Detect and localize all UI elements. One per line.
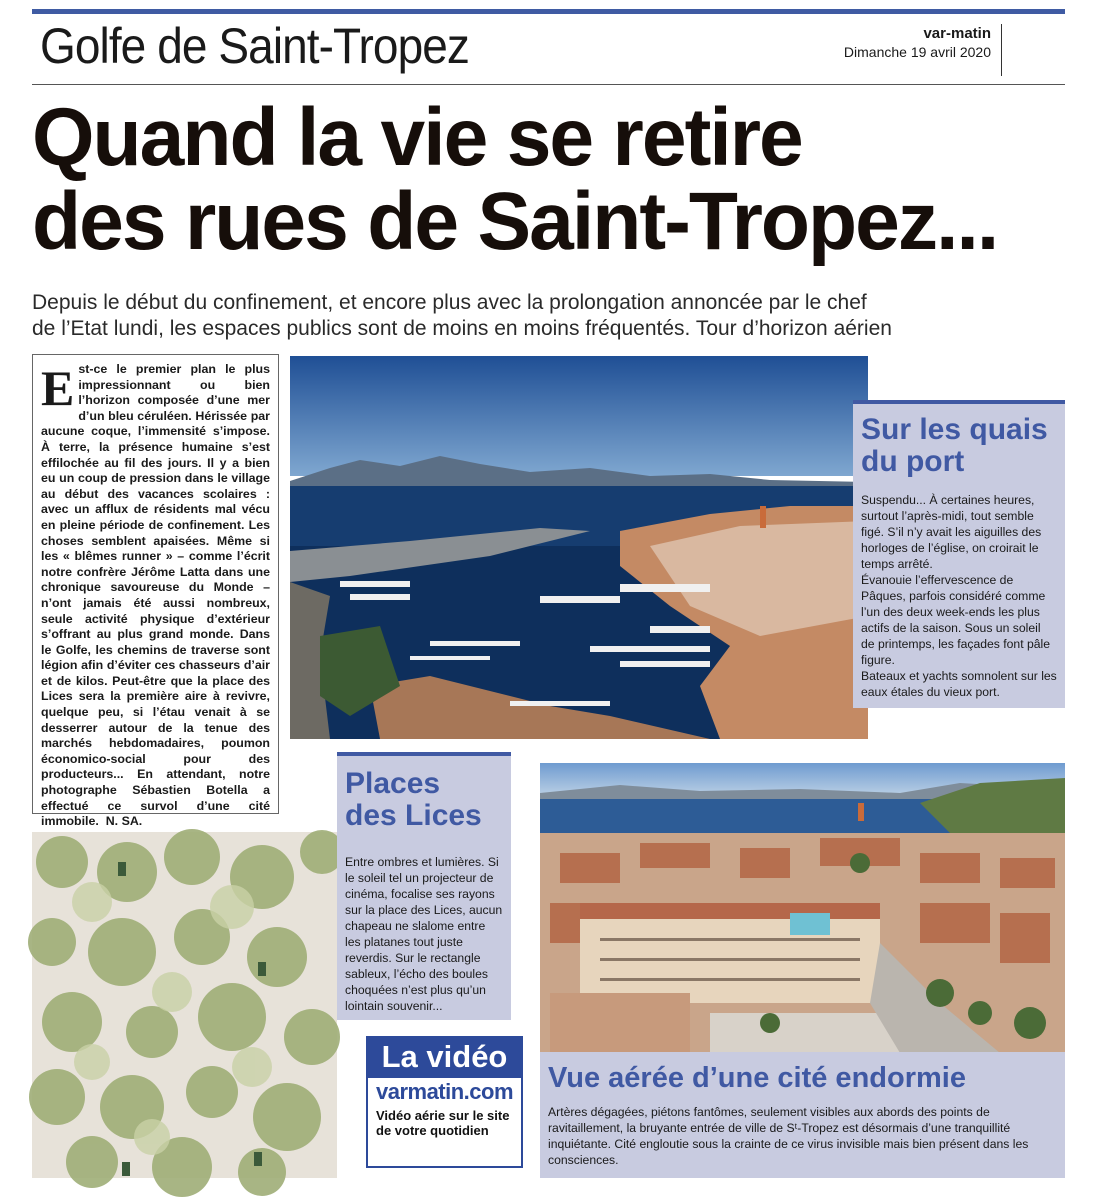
section-title: Golfe de Saint-Tropez	[40, 18, 469, 74]
video-promo[interactable]	[366, 1036, 523, 1168]
paper-name: var-matin	[923, 25, 991, 42]
top-color-bar	[32, 9, 1065, 14]
port-box-title: Sur les quais du port	[861, 413, 1048, 478]
video-heading: La vidéo	[368, 1038, 521, 1078]
vue-box-title: Vue aérée d’une cité endormie	[548, 1062, 966, 1094]
lices-box-title: Places des Lices	[345, 767, 482, 832]
video-text: Vidéo aérie sur le site de votre quotidien	[376, 1108, 510, 1138]
lead-article	[32, 354, 279, 829]
headline	[32, 92, 998, 267]
deck-line-1: Depuis le début du confinement, et encore plus avec la prolongation annoncée par le chef	[32, 291, 867, 314]
masthead	[844, 24, 1002, 76]
lead-text: st-ce le premier plan le plus impressionnant ou bien l’horizon composée d’une mer d’un bleu céruléen. Hérissée par aucune coque, l’immensité s’impose. À terre, la présence humaine s’est effilochée au fil des jours. Il y a bien eu un coup de pression dans le village au début des vacances scolaires : avec un afflux de résidents mal vécu en pleine période de confinement. Les choses semblent apaisées. Même si les « blêmes runner » – comme l’écrit notre confrère Jérôme Latta dans une chronique savoureuse du Monde – n’ont jamais été aussi nombreux, seule activité physique d’extérieur s’offrant au plus grand monde. Dans le Golfe, les chemins de traverse sont légion afin d’éviter ces chasseurs d’air et de kilos. Peut-être que la place des Lices sera la première aire à revivre, quelque peu, si l’étau venait à se desserrer autour de la tenue des marchés hebdomadaires, poumon économico-social pour des producteurs... En attendant, notre photographe Sébastien Botella a effectué ce survol d’une cité immobile.	[41, 362, 270, 829]
deck	[32, 290, 1072, 342]
harbour-photo	[290, 356, 868, 739]
port-box-para-3: Bateaux et yachts somnolent sur les eaux étales du vieux port.	[861, 669, 1057, 699]
town-photo	[540, 763, 1065, 1053]
drop-cap: E	[41, 360, 75, 416]
headline-line-1: Quand la vie se retire	[32, 92, 802, 183]
deck-line-2: de l’Etat lundi, les espaces publics sont de moins en moins fréquentés. Tour d’horizon aérien	[32, 317, 892, 340]
lead-signature: N. SA.	[105, 814, 143, 829]
lices-photo	[32, 832, 337, 1178]
vue-box-text: Artères dégagées, piétons fantômes, seulement visibles aux abords des points de ravitaillement, la bruyante entrée de ville de Sᵗ-Tropez est désormais d’une tranquillité inquiétante. Cité engloutie sous la crainte de ce virus invisible mais bien présent dans les consciences.	[548, 1105, 1029, 1167]
port-box-para-2: Évanouie l’effervescence de Pâques, parfois considéré comme l’un des deux week-ends les plus actifs de la saison. Sous un soleil de printemps, les façades font pâle figure.	[861, 573, 1051, 667]
issue-date: Dimanche 19 avril 2020	[843, 44, 991, 60]
port-box	[853, 400, 1065, 708]
header-rule	[32, 84, 1065, 85]
video-site-link[interactable]: varmatin.com	[375, 1079, 514, 1104]
port-box-para-1: Suspendu... À certaines heures, surtout l’après-midi, tout semble figé. S’il n’y avait les aiguilles des horloges de l’église, on croirait le temps arrêté.	[861, 493, 1042, 571]
vue-box	[540, 1052, 1065, 1178]
lices-box-text: Entre ombres et lumières. Si le soleil tel un projecteur de cinéma, focalise ses rayons sur la place des Lices, aucun chapeau ne slalome entre les platanes tout juste reverdis. Sur le rectangle sableux, l’écho des boules choquées n’est plus qu’un lointain souvenir...	[345, 855, 503, 1013]
headline-line-2: des rues de Saint-Tropez...	[32, 176, 998, 267]
lices-box	[337, 752, 511, 1020]
